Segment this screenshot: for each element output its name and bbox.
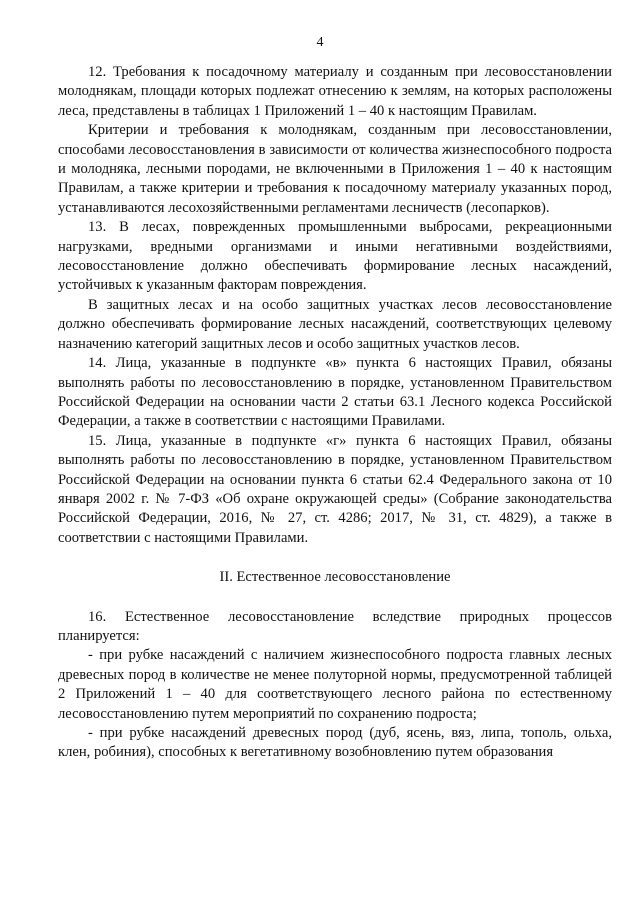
paragraph-12-criteria: Критерии и требования к молоднякам, созданным при лесовосстановлении, способами лесовосстановления в зависимости от количества жизнеспособного подроста и молодняка, лесными породами, не включенными в Приложения 1 – 40 к настоящим Правилам, а также критерии и требования к посадочному материалу указанных пород, устанавливаются лесохозяйственными регламентами лесничеств (лесопарков). (58, 122, 612, 216)
list-item-vegetative: - при рубке насаждений древесных пород (дуб, ясень, вяз, липа, тополь, ольха, клен, робиния), способных к вегетативному возобновлению путем образования (58, 725, 612, 761)
paragraph-13: 13. В лесах, поврежденных промышленными выбросами, рекреационными нагрузками, вредными организмами и иными негативными воздействиями, лесовосстановление должно обеспечивать формирование лесных насаждений, устойчивых к указанным факторам повреждения. (58, 219, 612, 294)
paragraph-13-protective-forests: В защитных лесах и на особо защитных участках лесов лесовосстановление должно обеспечивать формирование лесных насаждений, соответствующих целевому назначению категорий защитных лесов и особо защитных участков лесов. (58, 296, 612, 352)
page-number: 4 (316, 35, 324, 50)
section-heading: II. Естественное лесовосстановление (219, 569, 451, 586)
paragraph-12: 12. Требования к посадочному материалу и созданным при лесовосстановлении молоднякам, площади которых подлежат отнесению к землям, на которых расположены леса, представлены в таблицах 1 Приложений 1 – 40 к настоящим Правилам. (58, 64, 612, 119)
paragraph-14: 14. Лица, указанные в подпункте «в» пункта 6 настоящих Правил, обязаны выполнять работы по лесовосстановлению в порядке, установленном Правительством Российской Федерации на основании части 2 статьи 63.1 Лесного кодекса Российской Федерации, а также в соответствии с настоящими Правилами. (58, 355, 612, 430)
paragraph-15: 15. Лица, указанные в подпункте «г» пункта 6 настоящих Правил, обязаны выполнять работы по лесовосстановлению в порядке, установленном Правительством Российской Федерации на основании пункта 6 статьи 62.4 Федерального закона от 10 января 2002 г. № 7-ФЗ «Об охране окружающей среды» (Собрание законодательства Российской Федерации, 2016, № 27, ст. 4286; 2017, № 31, ст. 4829), а также в соответствии с настоящими Правилами. (58, 432, 612, 546)
paragraph-16: 16. Естественное лесовосстановление вследствие природных процессов планируется: (58, 608, 612, 644)
document-body (58, 63, 612, 763)
list-item-undergrowth: - при рубке насаждений с наличием жизнеспособного подроста главных лесных древесных пород в количестве не менее полуторной нормы, предусмотренной таблицей 2 Приложений 1 – 40 для соответствующего лесного района по естественному лесовосстановлению путем мероприятий по сохранению подроста; (58, 647, 612, 722)
